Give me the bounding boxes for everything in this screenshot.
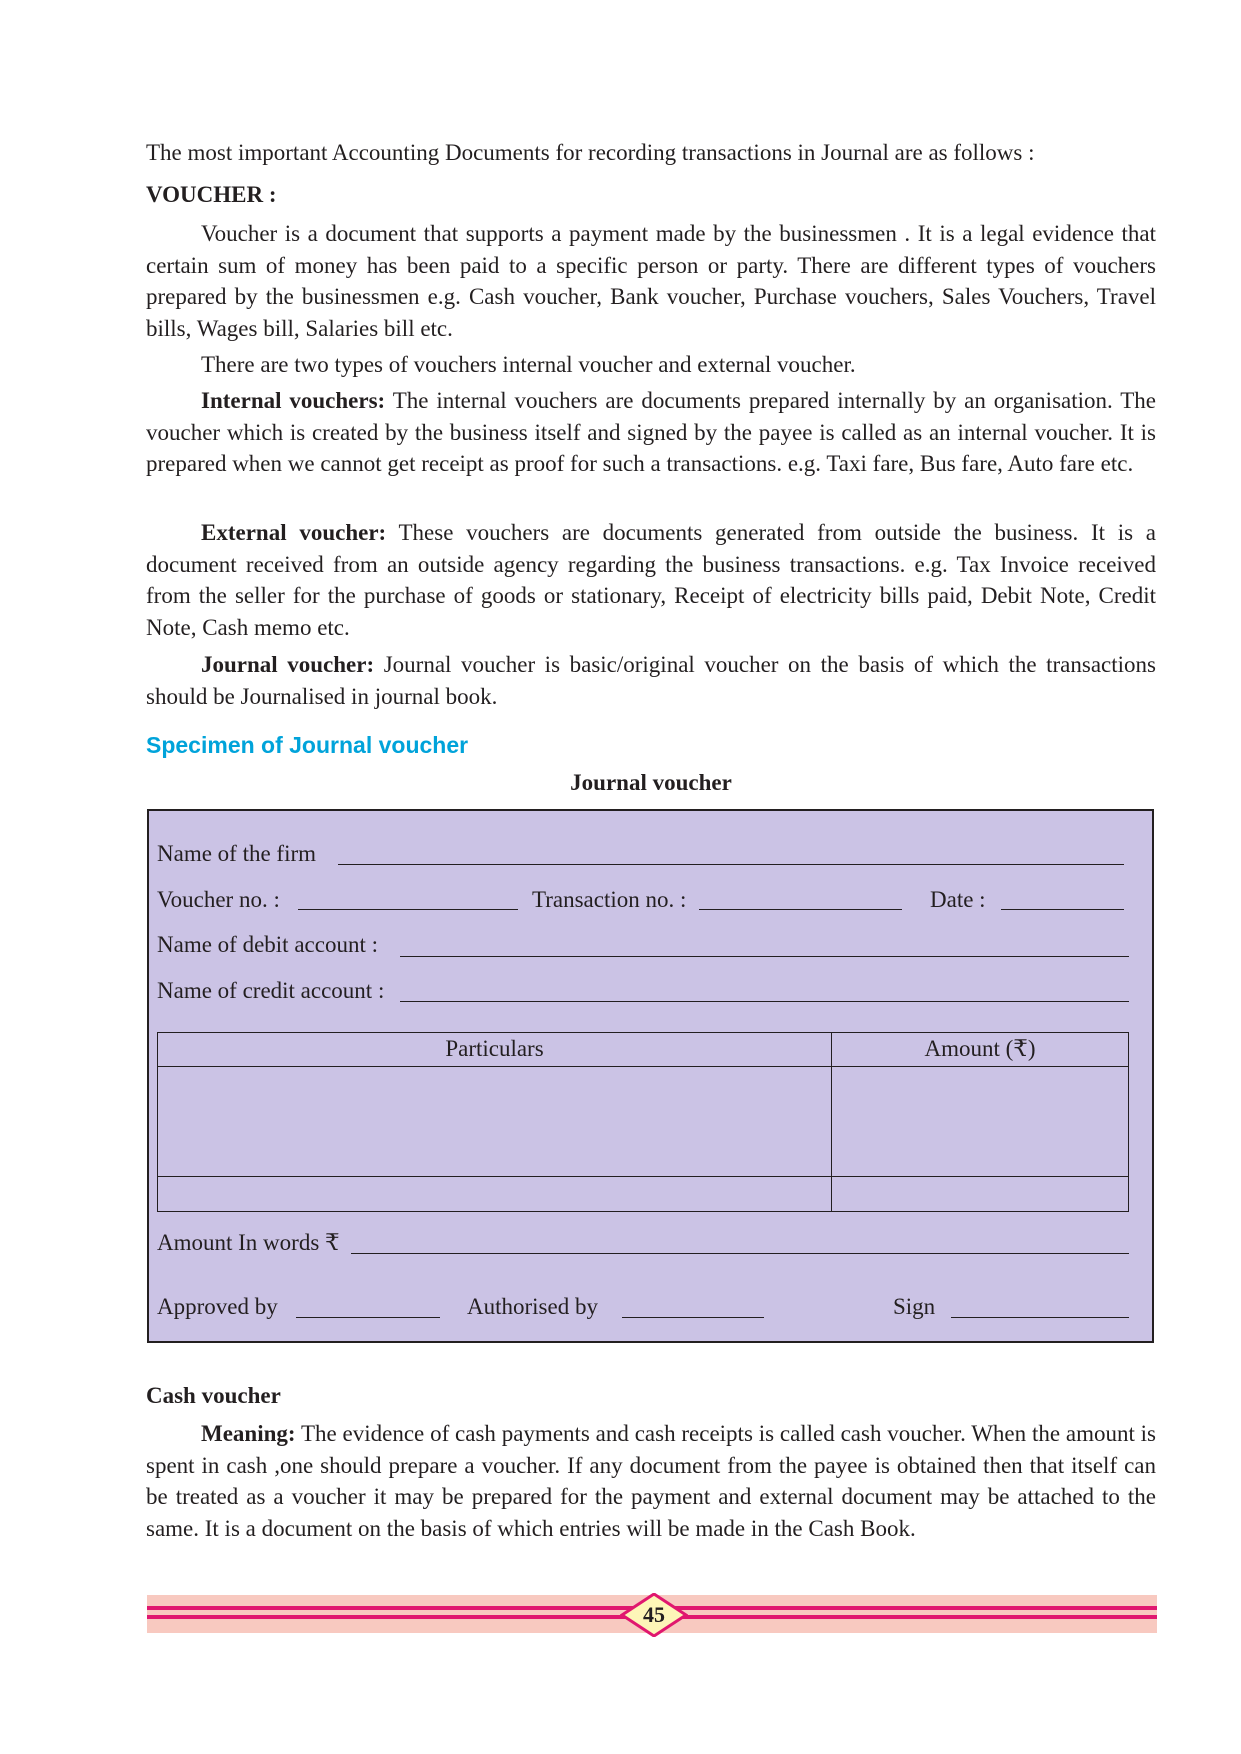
transaction-no-label: Transaction no. :: [532, 887, 687, 912]
particulars-amount-table: [157, 1032, 1129, 1212]
particulars-total-cell: [158, 1177, 832, 1212]
voucher-no-line: [298, 909, 518, 910]
journal-voucher-text: Journal voucher is basic/original voucher on the basis of which the transactions should be Journalised in journal book.: [146, 652, 1156, 709]
voucher-no-label: Voucher no. :: [157, 887, 280, 912]
sign-label: Sign: [893, 1294, 936, 1319]
internal-vouchers-text: The internal vouchers are documents prepared internally by an organisation. The voucher which is created by the business itself and signed by the payee is called as an internal voucher. It is prepared when we cannot get receipt as proof for such a transactions. e.g. Taxi fare, Bus fare, Auto fare etc.: [146, 388, 1156, 476]
cash-voucher-meaning-paragraph: [146, 1418, 1156, 1544]
approved-by-line: [296, 1317, 440, 1318]
cash-voucher-heading: Cash voucher: [146, 1383, 281, 1408]
voucher-form-title: Journal voucher: [570, 770, 732, 795]
firm-name-line: [338, 864, 1124, 865]
specimen-heading: Specimen of Journal voucher: [146, 732, 469, 758]
voucher-paragraph: Voucher is a document that supports a payment made by the businessmen . It is a legal evidence that certain sum of money has been paid to a specific person or party. There are different types of vouchers prepared by the businessmen e.g. Cash voucher, Bank voucher, Purchase vouchers, Sales Vouchers, Travel bills, Wages bill, Salaries bill etc.: [146, 221, 1156, 341]
external-voucher-text: These vouchers are documents generated from outside the business. It is a document received from an outside agency regarding the business transactions. e.g. Tax Invoice received from the seller for the purchase of goods or stationary, Receipt of electricity bills paid, Debit Note, Credit Note, Cash memo etc.: [146, 520, 1156, 640]
amount-in-words-line: [351, 1253, 1129, 1254]
journal-voucher-label: Journal voucher:: [201, 652, 375, 677]
journal-voucher-form: [147, 809, 1154, 1343]
amount-cell: [832, 1066, 1129, 1176]
voucher-heading: VOUCHER :: [146, 182, 277, 207]
amount-header: Amount (₹): [832, 1033, 1129, 1067]
transaction-no-line: [699, 909, 902, 910]
credit-account-line: [400, 1001, 1129, 1002]
internal-vouchers-label: Internal vouchers:: [201, 388, 386, 413]
firm-name-label: Name of the firm: [157, 841, 317, 866]
voucher-types-paragraph: There are two types of vouchers internal voucher and external voucher.: [201, 352, 856, 377]
external-voucher-label: External voucher:: [201, 520, 387, 545]
intro-paragraph: The most important Accounting Documents for recording transactions in Journal are as follows :: [146, 140, 1035, 165]
external-voucher-paragraph: [146, 517, 1156, 643]
authorised-by-line: [622, 1317, 764, 1318]
amount-total-cell: [832, 1177, 1129, 1212]
date-line: [1001, 909, 1124, 910]
meaning-text: The evidence of cash payments and cash receipts is called cash voucher. When the amount is spent in cash ,one should prepare a voucher. If any document from the payee is obtained then that itself can be treated as a voucher it may be prepared for the payment and external document may be attached to the same. It is a document on the basis of which entries will be made in the Cash Book.: [146, 1421, 1156, 1541]
page-number: 45: [643, 1602, 665, 1627]
amount-in-words-label: Amount In words ₹: [157, 1230, 340, 1255]
approved-by-label: Approved by: [157, 1294, 278, 1319]
debit-account-line: [400, 956, 1129, 957]
date-label: Date :: [930, 887, 986, 912]
page-number-badge: [620, 1593, 688, 1637]
journal-voucher-paragraph: [146, 649, 1156, 712]
particulars-cell: [158, 1066, 832, 1176]
debit-account-label: Name of debit account :: [157, 932, 378, 957]
authorised-by-label: Authorised by: [467, 1294, 598, 1319]
meaning-label: Meaning:: [201, 1421, 296, 1446]
particulars-header: Particulars: [158, 1033, 832, 1067]
sign-line: [951, 1317, 1129, 1318]
credit-account-label: Name of credit account :: [157, 978, 385, 1003]
internal-vouchers-paragraph: [146, 385, 1156, 480]
